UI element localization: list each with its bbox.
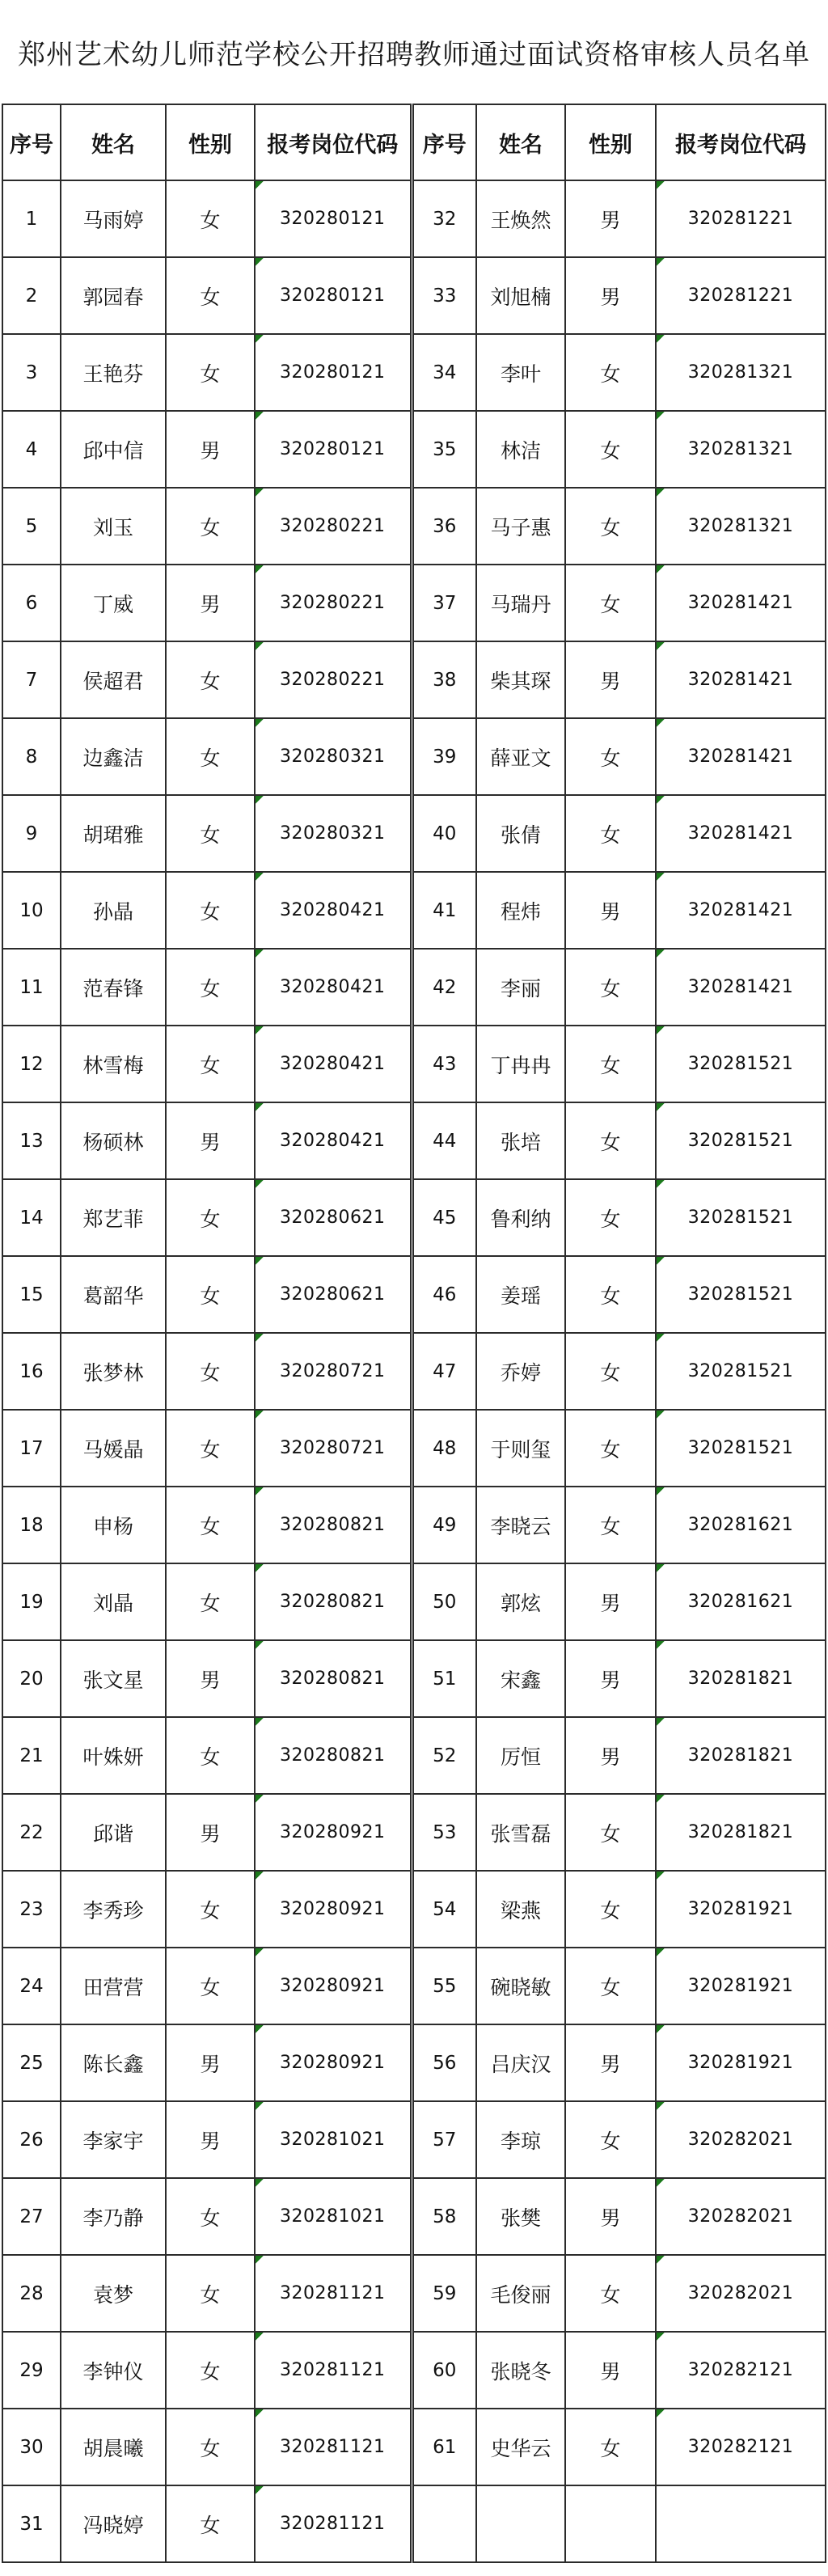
cell-code-left: 320280121 bbox=[255, 180, 412, 257]
cell-code-left: 320280721 bbox=[255, 1410, 412, 1487]
cell-gender-right: 女 bbox=[565, 334, 656, 411]
cell-no-right bbox=[412, 2485, 476, 2562]
cell-code-left: 320280921 bbox=[255, 1871, 412, 1948]
cell-no-right: 52 bbox=[412, 1717, 476, 1794]
header-code-right: 报考岗位代码 bbox=[656, 104, 826, 180]
cell-no-left: 29 bbox=[2, 2332, 61, 2409]
cell-gender-right: 男 bbox=[565, 2024, 656, 2101]
cell-code-right: 320281921 bbox=[656, 1948, 826, 2024]
cell-name-right: 厉恒 bbox=[476, 1717, 565, 1794]
cell-gender-left: 女 bbox=[166, 334, 255, 411]
cell-name-right: 李晓云 bbox=[476, 1487, 565, 1563]
cell-name-right: 林洁 bbox=[476, 411, 565, 488]
table-row bbox=[2, 1102, 826, 1179]
cell-no-left: 19 bbox=[2, 1563, 61, 1640]
cell-name-left: 胡晨曦 bbox=[61, 2409, 166, 2485]
cell-no-right: 49 bbox=[412, 1487, 476, 1563]
cell-gender-right: 男 bbox=[565, 1717, 656, 1794]
cell-code-right: 320281421 bbox=[656, 795, 826, 872]
table-row bbox=[2, 2332, 826, 2409]
table-row bbox=[2, 718, 826, 795]
cell-no-right: 44 bbox=[412, 1102, 476, 1179]
table-row bbox=[2, 1179, 826, 1256]
cell-name-right: 鲁利纳 bbox=[476, 1179, 565, 1256]
cell-name-left: 马雨婷 bbox=[61, 180, 166, 257]
cell-gender-left: 女 bbox=[166, 1948, 255, 2024]
cell-gender-right: 女 bbox=[565, 1487, 656, 1563]
cell-no-right: 38 bbox=[412, 641, 476, 718]
cell-gender-left: 女 bbox=[166, 872, 255, 949]
cell-gender-right bbox=[565, 2485, 656, 2562]
cell-gender-right: 男 bbox=[565, 180, 656, 257]
cell-gender-right: 女 bbox=[565, 565, 656, 641]
cell-no-right: 35 bbox=[412, 411, 476, 488]
table-row bbox=[2, 2485, 826, 2562]
cell-no-right: 40 bbox=[412, 795, 476, 872]
cell-gender-left: 女 bbox=[166, 2178, 255, 2255]
cell-name-left: 范春锋 bbox=[61, 949, 166, 1026]
cell-name-left: 胡珺雅 bbox=[61, 795, 166, 872]
table-header-row bbox=[2, 104, 826, 180]
cell-code-left: 320280821 bbox=[255, 1487, 412, 1563]
cell-code-left: 320281121 bbox=[255, 2409, 412, 2485]
cell-code-right: 320282021 bbox=[656, 2101, 826, 2178]
cell-name-right: 姜瑶 bbox=[476, 1256, 565, 1333]
header-name-right: 姓名 bbox=[476, 104, 565, 180]
table-row bbox=[2, 1794, 826, 1871]
cell-code-left: 320281121 bbox=[255, 2485, 412, 2562]
cell-code-left: 320280221 bbox=[255, 565, 412, 641]
cell-gender-right: 男 bbox=[565, 1640, 656, 1717]
cell-gender-right: 女 bbox=[565, 488, 656, 565]
cell-no-left: 6 bbox=[2, 565, 61, 641]
cell-no-right: 60 bbox=[412, 2332, 476, 2409]
cell-name-right: 张樊 bbox=[476, 2178, 565, 2255]
cell-name-right: 丁冉冉 bbox=[476, 1026, 565, 1102]
cell-code-left: 320280421 bbox=[255, 1026, 412, 1102]
cell-name-left: 张文星 bbox=[61, 1640, 166, 1717]
cell-code-left: 320280421 bbox=[255, 872, 412, 949]
cell-code-left: 320281021 bbox=[255, 2178, 412, 2255]
cell-no-left: 7 bbox=[2, 641, 61, 718]
cell-no-left: 16 bbox=[2, 1333, 61, 1410]
cell-name-right: 薛亚文 bbox=[476, 718, 565, 795]
cell-name-left: 李乃静 bbox=[61, 2178, 166, 2255]
cell-no-right: 46 bbox=[412, 1256, 476, 1333]
cell-code-left: 320281121 bbox=[255, 2332, 412, 2409]
candidate-table bbox=[2, 104, 826, 2563]
cell-name-left: 李秀珍 bbox=[61, 1871, 166, 1948]
cell-name-right bbox=[476, 2485, 565, 2562]
cell-no-left: 8 bbox=[2, 718, 61, 795]
cell-gender-right: 男 bbox=[565, 872, 656, 949]
cell-no-right: 41 bbox=[412, 872, 476, 949]
cell-no-left: 11 bbox=[2, 949, 61, 1026]
cell-gender-right: 男 bbox=[565, 257, 656, 334]
table-row bbox=[2, 1871, 826, 1948]
cell-no-right: 57 bbox=[412, 2101, 476, 2178]
cell-name-right: 李叶 bbox=[476, 334, 565, 411]
cell-code-right: 320281321 bbox=[656, 334, 826, 411]
cell-no-left: 12 bbox=[2, 1026, 61, 1102]
cell-gender-left: 女 bbox=[166, 488, 255, 565]
cell-code-left: 320280221 bbox=[255, 488, 412, 565]
cell-name-left: 王艳芬 bbox=[61, 334, 166, 411]
cell-name-right: 史华云 bbox=[476, 2409, 565, 2485]
cell-no-right: 39 bbox=[412, 718, 476, 795]
cell-code-right: 320281821 bbox=[656, 1640, 826, 1717]
cell-no-right: 48 bbox=[412, 1410, 476, 1487]
cell-code-right: 320281221 bbox=[656, 180, 826, 257]
cell-code-right: 320281521 bbox=[656, 1256, 826, 1333]
cell-no-left: 13 bbox=[2, 1102, 61, 1179]
cell-code-left: 320280921 bbox=[255, 1948, 412, 2024]
cell-name-left: 葛韶华 bbox=[61, 1256, 166, 1333]
cell-name-right: 柴其琛 bbox=[476, 641, 565, 718]
cell-name-left: 郭园春 bbox=[61, 257, 166, 334]
cell-gender-right: 女 bbox=[565, 1179, 656, 1256]
header-code-left: 报考岗位代码 bbox=[255, 104, 412, 180]
cell-gender-right: 女 bbox=[565, 718, 656, 795]
table-row bbox=[2, 2101, 826, 2178]
table-row bbox=[2, 1333, 826, 1410]
cell-gender-left: 男 bbox=[166, 1640, 255, 1717]
table-row bbox=[2, 2024, 826, 2101]
cell-name-right: 李琼 bbox=[476, 2101, 565, 2178]
cell-code-left: 320280621 bbox=[255, 1256, 412, 1333]
table-row bbox=[2, 257, 826, 334]
cell-code-left: 320280921 bbox=[255, 2024, 412, 2101]
cell-gender-left: 女 bbox=[166, 1717, 255, 1794]
cell-code-left: 320280821 bbox=[255, 1563, 412, 1640]
cell-code-right: 320281821 bbox=[656, 1794, 826, 1871]
cell-code-right: 320282121 bbox=[656, 2409, 826, 2485]
cell-no-right: 45 bbox=[412, 1179, 476, 1256]
cell-name-left: 孙晶 bbox=[61, 872, 166, 949]
cell-name-left: 叶姝妍 bbox=[61, 1717, 166, 1794]
cell-no-left: 17 bbox=[2, 1410, 61, 1487]
cell-no-left: 14 bbox=[2, 1179, 61, 1256]
cell-code-right: 320281421 bbox=[656, 641, 826, 718]
cell-gender-left: 女 bbox=[166, 2332, 255, 2409]
cell-name-left: 马媛晶 bbox=[61, 1410, 166, 1487]
cell-name-right: 宋鑫 bbox=[476, 1640, 565, 1717]
cell-code-right bbox=[656, 2485, 826, 2562]
cell-no-right: 43 bbox=[412, 1026, 476, 1102]
table-row bbox=[2, 2178, 826, 2255]
cell-gender-right: 女 bbox=[565, 1026, 656, 1102]
cell-no-right: 54 bbox=[412, 1871, 476, 1948]
cell-gender-left: 男 bbox=[166, 2101, 255, 2178]
cell-gender-left: 男 bbox=[166, 565, 255, 641]
cell-no-left: 9 bbox=[2, 795, 61, 872]
cell-code-right: 320281921 bbox=[656, 2024, 826, 2101]
cell-no-left: 23 bbox=[2, 1871, 61, 1948]
cell-code-right: 320281421 bbox=[656, 718, 826, 795]
cell-name-left: 边鑫洁 bbox=[61, 718, 166, 795]
header-no-right: 序号 bbox=[412, 104, 476, 180]
cell-gender-left: 女 bbox=[166, 1179, 255, 1256]
table-row bbox=[2, 2409, 826, 2485]
cell-gender-right: 女 bbox=[565, 1871, 656, 1948]
cell-gender-left: 女 bbox=[166, 2409, 255, 2485]
cell-code-left: 320280821 bbox=[255, 1640, 412, 1717]
cell-code-left: 320280421 bbox=[255, 949, 412, 1026]
cell-name-right: 李丽 bbox=[476, 949, 565, 1026]
table-row bbox=[2, 1563, 826, 1640]
cell-name-right: 马瑞丹 bbox=[476, 565, 565, 641]
cell-no-left: 2 bbox=[2, 257, 61, 334]
cell-no-right: 58 bbox=[412, 2178, 476, 2255]
cell-no-right: 34 bbox=[412, 334, 476, 411]
cell-no-left: 28 bbox=[2, 2255, 61, 2332]
cell-name-left: 李家宇 bbox=[61, 2101, 166, 2178]
cell-gender-right: 女 bbox=[565, 2101, 656, 2178]
cell-code-left: 320280221 bbox=[255, 641, 412, 718]
table-row bbox=[2, 795, 826, 872]
cell-gender-right: 女 bbox=[565, 2409, 656, 2485]
cell-code-right: 320282021 bbox=[656, 2178, 826, 2255]
cell-gender-left: 女 bbox=[166, 1410, 255, 1487]
cell-name-left: 李钟仪 bbox=[61, 2332, 166, 2409]
cell-no-left: 3 bbox=[2, 334, 61, 411]
cell-no-right: 61 bbox=[412, 2409, 476, 2485]
cell-code-left: 320281021 bbox=[255, 2101, 412, 2178]
cell-no-left: 22 bbox=[2, 1794, 61, 1871]
cell-code-left: 320280421 bbox=[255, 1102, 412, 1179]
header-gender-left: 性别 bbox=[166, 104, 255, 180]
table-row bbox=[2, 1410, 826, 1487]
cell-name-right: 张倩 bbox=[476, 795, 565, 872]
cell-code-right: 320281421 bbox=[656, 949, 826, 1026]
cell-no-left: 15 bbox=[2, 1256, 61, 1333]
cell-code-right: 320281521 bbox=[656, 1410, 826, 1487]
cell-gender-right: 女 bbox=[565, 1256, 656, 1333]
cell-code-right: 320282121 bbox=[656, 2332, 826, 2409]
cell-no-right: 50 bbox=[412, 1563, 476, 1640]
cell-name-right: 吕庆汉 bbox=[476, 2024, 565, 2101]
cell-name-left: 丁威 bbox=[61, 565, 166, 641]
cell-no-right: 42 bbox=[412, 949, 476, 1026]
cell-gender-left: 女 bbox=[166, 641, 255, 718]
cell-name-left: 侯超君 bbox=[61, 641, 166, 718]
cell-gender-left: 女 bbox=[166, 718, 255, 795]
cell-name-right: 乔婷 bbox=[476, 1333, 565, 1410]
header-no-left: 序号 bbox=[2, 104, 61, 180]
cell-name-left: 陈长鑫 bbox=[61, 2024, 166, 2101]
cell-name-left: 刘晶 bbox=[61, 1563, 166, 1640]
cell-name-right: 程炜 bbox=[476, 872, 565, 949]
cell-no-left: 26 bbox=[2, 2101, 61, 2178]
cell-code-left: 320280621 bbox=[255, 1179, 412, 1256]
cell-gender-left: 女 bbox=[166, 180, 255, 257]
cell-name-left: 田营营 bbox=[61, 1948, 166, 2024]
header-gender-right: 性别 bbox=[565, 104, 656, 180]
cell-no-right: 47 bbox=[412, 1333, 476, 1410]
cell-name-left: 邱中信 bbox=[61, 411, 166, 488]
cell-gender-left: 女 bbox=[166, 1256, 255, 1333]
table-row bbox=[2, 334, 826, 411]
table-row bbox=[2, 565, 826, 641]
cell-gender-right: 男 bbox=[565, 2178, 656, 2255]
cell-no-right: 56 bbox=[412, 2024, 476, 2101]
cell-code-right: 320281221 bbox=[656, 257, 826, 334]
cell-gender-left: 女 bbox=[166, 1026, 255, 1102]
cell-code-right: 320281321 bbox=[656, 411, 826, 488]
table-row bbox=[2, 1256, 826, 1333]
cell-code-right: 320281821 bbox=[656, 1717, 826, 1794]
cell-code-right: 320281321 bbox=[656, 488, 826, 565]
cell-gender-left: 男 bbox=[166, 411, 255, 488]
cell-gender-right: 男 bbox=[565, 2332, 656, 2409]
cell-name-right: 于则玺 bbox=[476, 1410, 565, 1487]
table-row bbox=[2, 2255, 826, 2332]
cell-code-left: 320280721 bbox=[255, 1333, 412, 1410]
cell-code-left: 320280121 bbox=[255, 257, 412, 334]
cell-code-right: 320281521 bbox=[656, 1179, 826, 1256]
cell-gender-left: 男 bbox=[166, 1794, 255, 1871]
cell-no-left: 5 bbox=[2, 488, 61, 565]
cell-gender-right: 女 bbox=[565, 1410, 656, 1487]
cell-name-right: 毛俊丽 bbox=[476, 2255, 565, 2332]
document-title: 郑州艺术幼儿师范学校公开招聘教师通过面试资格审核人员名单 bbox=[18, 38, 810, 71]
cell-gender-left: 女 bbox=[166, 1871, 255, 1948]
cell-no-left: 10 bbox=[2, 872, 61, 949]
table-row bbox=[2, 641, 826, 718]
cell-no-left: 25 bbox=[2, 2024, 61, 2101]
cell-gender-left: 女 bbox=[166, 1333, 255, 1410]
cell-no-left: 24 bbox=[2, 1948, 61, 2024]
cell-name-left: 张梦林 bbox=[61, 1333, 166, 1410]
table-row bbox=[2, 411, 826, 488]
cell-name-right: 张雪磊 bbox=[476, 1794, 565, 1871]
cell-gender-left: 女 bbox=[166, 949, 255, 1026]
cell-gender-left: 女 bbox=[166, 1487, 255, 1563]
cell-name-right: 张培 bbox=[476, 1102, 565, 1179]
table-row bbox=[2, 1948, 826, 2024]
cell-code-left: 320280121 bbox=[255, 411, 412, 488]
cell-name-left: 冯晓婷 bbox=[61, 2485, 166, 2562]
cell-name-right: 郭炫 bbox=[476, 1563, 565, 1640]
header-name-left: 姓名 bbox=[61, 104, 166, 180]
cell-gender-right: 女 bbox=[565, 411, 656, 488]
cell-gender-left: 女 bbox=[166, 2485, 255, 2562]
cell-no-right: 32 bbox=[412, 180, 476, 257]
cell-gender-left: 男 bbox=[166, 1102, 255, 1179]
cell-code-left: 320280321 bbox=[255, 795, 412, 872]
cell-code-right: 320281521 bbox=[656, 1333, 826, 1410]
cell-code-right: 320281421 bbox=[656, 872, 826, 949]
cell-no-right: 55 bbox=[412, 1948, 476, 2024]
cell-name-left: 刘玉 bbox=[61, 488, 166, 565]
table-row bbox=[2, 1487, 826, 1563]
cell-gender-left: 女 bbox=[166, 2255, 255, 2332]
cell-code-left: 320280921 bbox=[255, 1794, 412, 1871]
cell-no-right: 59 bbox=[412, 2255, 476, 2332]
cell-no-left: 21 bbox=[2, 1717, 61, 1794]
cell-no-right: 33 bbox=[412, 257, 476, 334]
cell-code-right: 320281621 bbox=[656, 1563, 826, 1640]
cell-no-left: 30 bbox=[2, 2409, 61, 2485]
cell-gender-left: 女 bbox=[166, 257, 255, 334]
cell-code-right: 320281421 bbox=[656, 565, 826, 641]
cell-code-left: 320280821 bbox=[255, 1717, 412, 1794]
cell-gender-left: 男 bbox=[166, 2024, 255, 2101]
cell-name-left: 申杨 bbox=[61, 1487, 166, 1563]
cell-no-right: 36 bbox=[412, 488, 476, 565]
cell-code-left: 320280121 bbox=[255, 334, 412, 411]
table-row bbox=[2, 872, 826, 949]
cell-no-left: 1 bbox=[2, 180, 61, 257]
cell-no-left: 27 bbox=[2, 2178, 61, 2255]
cell-gender-left: 女 bbox=[166, 1563, 255, 1640]
cell-code-right: 320282021 bbox=[656, 2255, 826, 2332]
cell-name-left: 郑艺菲 bbox=[61, 1179, 166, 1256]
cell-code-right: 320281621 bbox=[656, 1487, 826, 1563]
cell-no-right: 51 bbox=[412, 1640, 476, 1717]
cell-gender-right: 女 bbox=[565, 1102, 656, 1179]
cell-name-left: 杨硕林 bbox=[61, 1102, 166, 1179]
cell-code-right: 320281921 bbox=[656, 1871, 826, 1948]
cell-code-right: 320281521 bbox=[656, 1026, 826, 1102]
cell-name-left: 袁梦 bbox=[61, 2255, 166, 2332]
cell-gender-right: 女 bbox=[565, 795, 656, 872]
table-row bbox=[2, 1717, 826, 1794]
cell-no-right: 37 bbox=[412, 565, 476, 641]
cell-gender-right: 女 bbox=[565, 1333, 656, 1410]
table-row bbox=[2, 488, 826, 565]
cell-name-left: 邱谐 bbox=[61, 1794, 166, 1871]
table-row bbox=[2, 1640, 826, 1717]
cell-gender-right: 女 bbox=[565, 1794, 656, 1871]
cell-name-right: 张晓冬 bbox=[476, 2332, 565, 2409]
cell-code-left: 320280321 bbox=[255, 718, 412, 795]
cell-gender-right: 男 bbox=[565, 641, 656, 718]
cell-name-right: 马子惠 bbox=[476, 488, 565, 565]
cell-no-right: 53 bbox=[412, 1794, 476, 1871]
cell-no-left: 18 bbox=[2, 1487, 61, 1563]
cell-name-right: 王焕然 bbox=[476, 180, 565, 257]
cell-gender-right: 女 bbox=[565, 2255, 656, 2332]
cell-gender-right: 女 bbox=[565, 949, 656, 1026]
cell-gender-right: 男 bbox=[565, 1563, 656, 1640]
cell-code-right: 320281521 bbox=[656, 1102, 826, 1179]
cell-name-right: 梁燕 bbox=[476, 1871, 565, 1948]
cell-no-left: 4 bbox=[2, 411, 61, 488]
cell-gender-right: 女 bbox=[565, 1948, 656, 2024]
table-row bbox=[2, 180, 826, 257]
table-body bbox=[2, 180, 826, 2562]
table-row bbox=[2, 949, 826, 1026]
table-row bbox=[2, 1026, 826, 1102]
cell-no-left: 20 bbox=[2, 1640, 61, 1717]
cell-code-left: 320281121 bbox=[255, 2255, 412, 2332]
cell-name-left: 林雪梅 bbox=[61, 1026, 166, 1102]
cell-name-right: 碗晓敏 bbox=[476, 1948, 565, 2024]
cell-name-right: 刘旭楠 bbox=[476, 257, 565, 334]
cell-gender-left: 女 bbox=[166, 795, 255, 872]
cell-no-left: 31 bbox=[2, 2485, 61, 2562]
